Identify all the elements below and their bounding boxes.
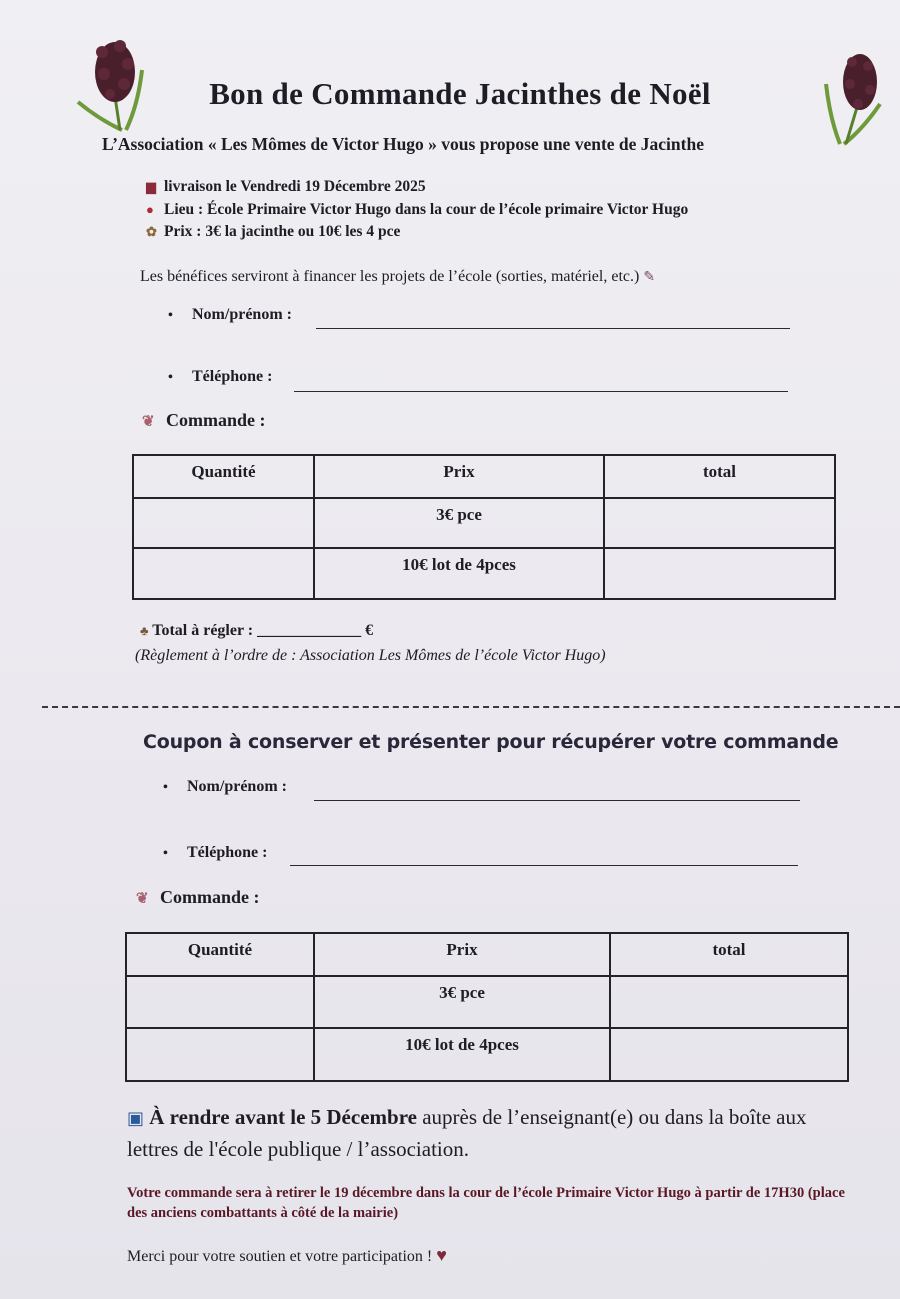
cut-line <box>42 706 900 708</box>
benefices-label: Les bénéfices serviront à financer les projets de l’école (sorties, matériel, etc.) <box>140 268 640 285</box>
info-livraison <box>146 178 426 196</box>
money-icon: ✿ <box>146 224 157 239</box>
coupon-header-prix: Prix <box>314 933 610 976</box>
school-icon: ✎ <box>643 270 656 285</box>
header-quantite: Quantité <box>133 455 314 498</box>
coupon-tel-field: • Téléphone : <box>163 844 268 861</box>
coupon-commande-label: Commande : <box>160 887 260 907</box>
tel-input-line[interactable] <box>294 391 788 392</box>
coupon-tel-label: Téléphone : <box>187 844 268 861</box>
quantite-cell-1[interactable] <box>133 498 314 549</box>
commande-heading <box>142 410 266 431</box>
benefices-text <box>140 268 655 286</box>
prix-cell-1: 3€ pce <box>314 498 604 549</box>
coupon-title: Coupon à conserver et présenter pour récupérer votre commande <box>143 731 839 753</box>
total-currency: € <box>365 622 374 639</box>
nom-input-line[interactable] <box>316 328 790 329</box>
info-lieu <box>146 201 688 219</box>
coupon-commande-heading <box>136 887 260 908</box>
coupon-total-cell-1[interactable] <box>610 976 848 1028</box>
intro-text: L’Association « Les Mômes de Victor Hugo » vous propose une vente de Jacinthe <box>102 134 704 154</box>
coupon-nom-input-line[interactable] <box>314 800 800 801</box>
reglement-text: (Règlement à l’ordre de : Association Les Mômes de l’école Victor Hugo) <box>135 647 606 664</box>
coupon-order-table <box>125 932 849 1082</box>
pin-icon: ● <box>146 202 154 217</box>
heart-icon: ♥ <box>436 1245 447 1265</box>
coupon-tel-input-line[interactable] <box>290 865 798 866</box>
coupon-quantite-cell-1[interactable] <box>126 976 314 1028</box>
total-cell-1[interactable] <box>604 498 835 549</box>
nom-label: Nom/prénom : <box>192 306 292 323</box>
deadline-rest: auprès de l’enseignant(e) ou dans la boîte aux lettres de l'école publique / l’association. <box>127 1105 807 1161</box>
nom-field: • Nom/prénom : <box>168 306 292 323</box>
merci-label: Merci pour votre soutien et votre participation ! <box>127 1248 433 1265</box>
deadline-bold: À rendre avant le 5 Décembre <box>149 1105 417 1129</box>
prix-cell-2: 10€ lot de 4pces <box>314 548 604 599</box>
info-prix <box>146 223 400 241</box>
total-label: Total à régler : <box>152 622 254 639</box>
total-blank[interactable]: _____________ <box>257 622 362 639</box>
coupon-tulip-icon: ❦ <box>136 891 149 907</box>
page-title: Bon de Commande Jacinthes de Noël <box>209 76 711 111</box>
coupon-prix-cell-1: 3€ pce <box>314 976 610 1028</box>
tulip-icon: ❦ <box>142 414 155 430</box>
lieu-text: Lieu : École Primaire Victor Hugo dans la cour de l’école primaire Victor Hugo <box>164 201 689 218</box>
total-a-regler <box>140 622 373 640</box>
coupon-prix-cell-2: 10€ lot de 4pces <box>314 1028 610 1081</box>
deadline-text <box>127 1102 847 1165</box>
quantite-cell-2[interactable] <box>133 548 314 599</box>
commande-label: Commande : <box>166 410 266 430</box>
coupon-nom-label: Nom/prénom : <box>187 778 287 795</box>
coupon-header-quantite: Quantité <box>126 933 314 976</box>
coupon-header-total: total <box>610 933 848 976</box>
coupon-quantite-cell-2[interactable] <box>126 1028 314 1081</box>
coupon-nom-field: • Nom/prénom : <box>163 778 287 795</box>
calendar-icon: ▆ <box>146 179 156 194</box>
retrait-text: Votre commande sera à retirer le 19 décembre dans la cour de l’école Primaire Victor Hugo à partir de 17H30 (place des anciens combattants à côté de la mairie) <box>127 1185 845 1221</box>
tel-label: Téléphone : <box>192 368 273 385</box>
merci-text <box>127 1245 447 1266</box>
prix-text: Prix : 3€ la jacinthe ou 10€ les 4 pce <box>164 223 401 240</box>
total-cell-2[interactable] <box>604 548 835 599</box>
order-table <box>132 454 836 600</box>
header-prix: Prix <box>314 455 604 498</box>
mailbox-icon: ▣ <box>127 1108 145 1128</box>
livraison-text: livraison le Vendredi 19 Décembre 2025 <box>164 178 426 195</box>
header-total: total <box>604 455 835 498</box>
coupon-total-cell-2[interactable] <box>610 1028 848 1081</box>
tel-field: • Téléphone : <box>168 368 273 385</box>
money-bag-icon: ♣ <box>140 623 149 638</box>
